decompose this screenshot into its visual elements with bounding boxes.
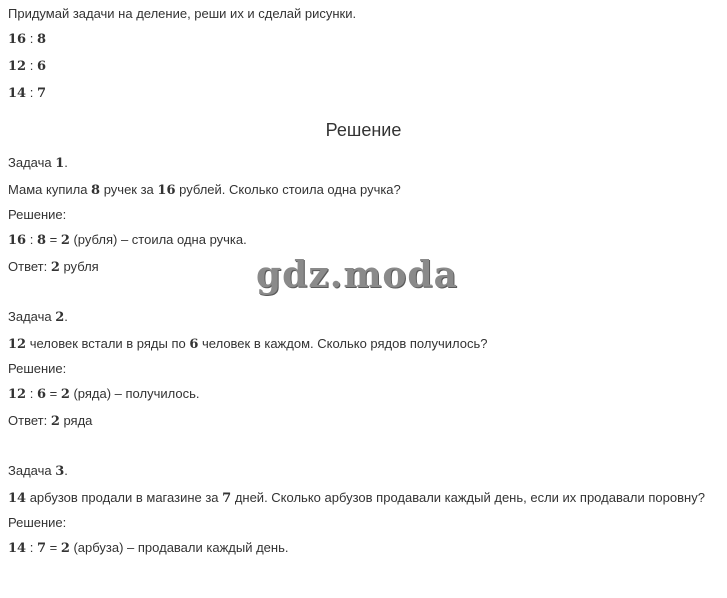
text-part: Мама купила (8, 182, 92, 197)
dividend: 12 (8, 387, 27, 402)
equation-tail: (арбуза) – продавали каждый день. (69, 540, 289, 555)
divisor: 6 (36, 387, 46, 402)
problem-title (8, 463, 68, 480)
division-sign: : (26, 58, 37, 73)
division-sign: : (26, 386, 37, 401)
text-part: арбузов продали в магазине за (26, 490, 223, 505)
equals-sign: = (45, 386, 61, 401)
answer-unit: рубля (59, 259, 99, 274)
text-part: человек в каждом. Сколько рядов получилось? (198, 336, 488, 351)
problem-number: 1 (55, 156, 65, 171)
solution-equation (8, 386, 199, 403)
divisor: 8 (36, 233, 46, 248)
watermark-logo: gdz.moda (256, 254, 458, 296)
problem-title-dot: . (64, 309, 68, 324)
problem-text (8, 490, 705, 507)
dividend: 16 (8, 233, 27, 248)
text-number: 8 (91, 183, 101, 198)
division-sign: : (26, 31, 37, 46)
result: 2 (60, 541, 70, 556)
problem-title-word: Задача (8, 309, 56, 324)
problem-title-word: Задача (8, 155, 56, 170)
task-expression (8, 31, 46, 48)
equation-tail: (ряда) – получилось. (69, 386, 200, 401)
solution-label: Решение: (8, 361, 67, 376)
division-sign: : (26, 232, 37, 247)
problem-title (8, 155, 68, 172)
task-expression (8, 85, 46, 102)
answer-unit: ряда (59, 413, 93, 428)
equals-sign: = (45, 232, 61, 247)
equals-sign: = (45, 540, 61, 555)
answer-label: Ответ: (8, 413, 51, 428)
task-prompt: Придумай задачи на деление, реши их и сделай рисунки. (8, 6, 357, 21)
division-sign: : (26, 85, 37, 100)
solution-equation (8, 232, 247, 249)
equation-tail: (рубля) – стоила одна ручка. (69, 232, 247, 247)
problem-text (8, 336, 487, 353)
problem-title-dot: . (64, 463, 68, 478)
text-part: дней. Сколько арбузов продавали каждый день, если их продавали поровну? (231, 490, 705, 505)
divisor: 7 (36, 86, 46, 101)
text-number: 12 (8, 337, 27, 352)
solution-heading: Решение (325, 120, 402, 140)
result: 2 (60, 387, 70, 402)
text-number: 7 (222, 491, 232, 506)
divisor: 8 (36, 32, 46, 47)
problem-title (8, 309, 68, 326)
solution-label: Решение: (8, 515, 67, 530)
problem-title-word: Задача (8, 463, 56, 478)
dividend: 14 (8, 86, 27, 101)
divisor: 7 (36, 541, 46, 556)
answer-number: 2 (50, 260, 60, 275)
text-part: человек встали в ряды по (26, 336, 190, 351)
result: 2 (60, 233, 70, 248)
answer-number: 2 (50, 414, 60, 429)
problem-text (8, 182, 401, 199)
division-sign: : (26, 540, 37, 555)
text-number: 14 (8, 491, 27, 506)
answer-label: Ответ: (8, 259, 51, 274)
divisor: 6 (36, 59, 46, 74)
problem-title-dot: . (64, 155, 68, 170)
solution-equation (8, 540, 288, 557)
answer (8, 259, 99, 276)
text-number: 16 (157, 183, 176, 198)
text-part: рублей. Сколько стоила одна ручка? (175, 182, 401, 197)
problem-number: 3 (55, 464, 65, 479)
problem-number: 2 (55, 310, 65, 325)
solution-label: Решение: (8, 207, 67, 222)
answer (8, 413, 92, 430)
dividend: 12 (8, 59, 27, 74)
text-number: 6 (189, 337, 199, 352)
dividend: 16 (8, 32, 27, 47)
task-expression (8, 58, 46, 75)
dividend: 14 (8, 541, 27, 556)
text-part: ручек за (100, 182, 158, 197)
